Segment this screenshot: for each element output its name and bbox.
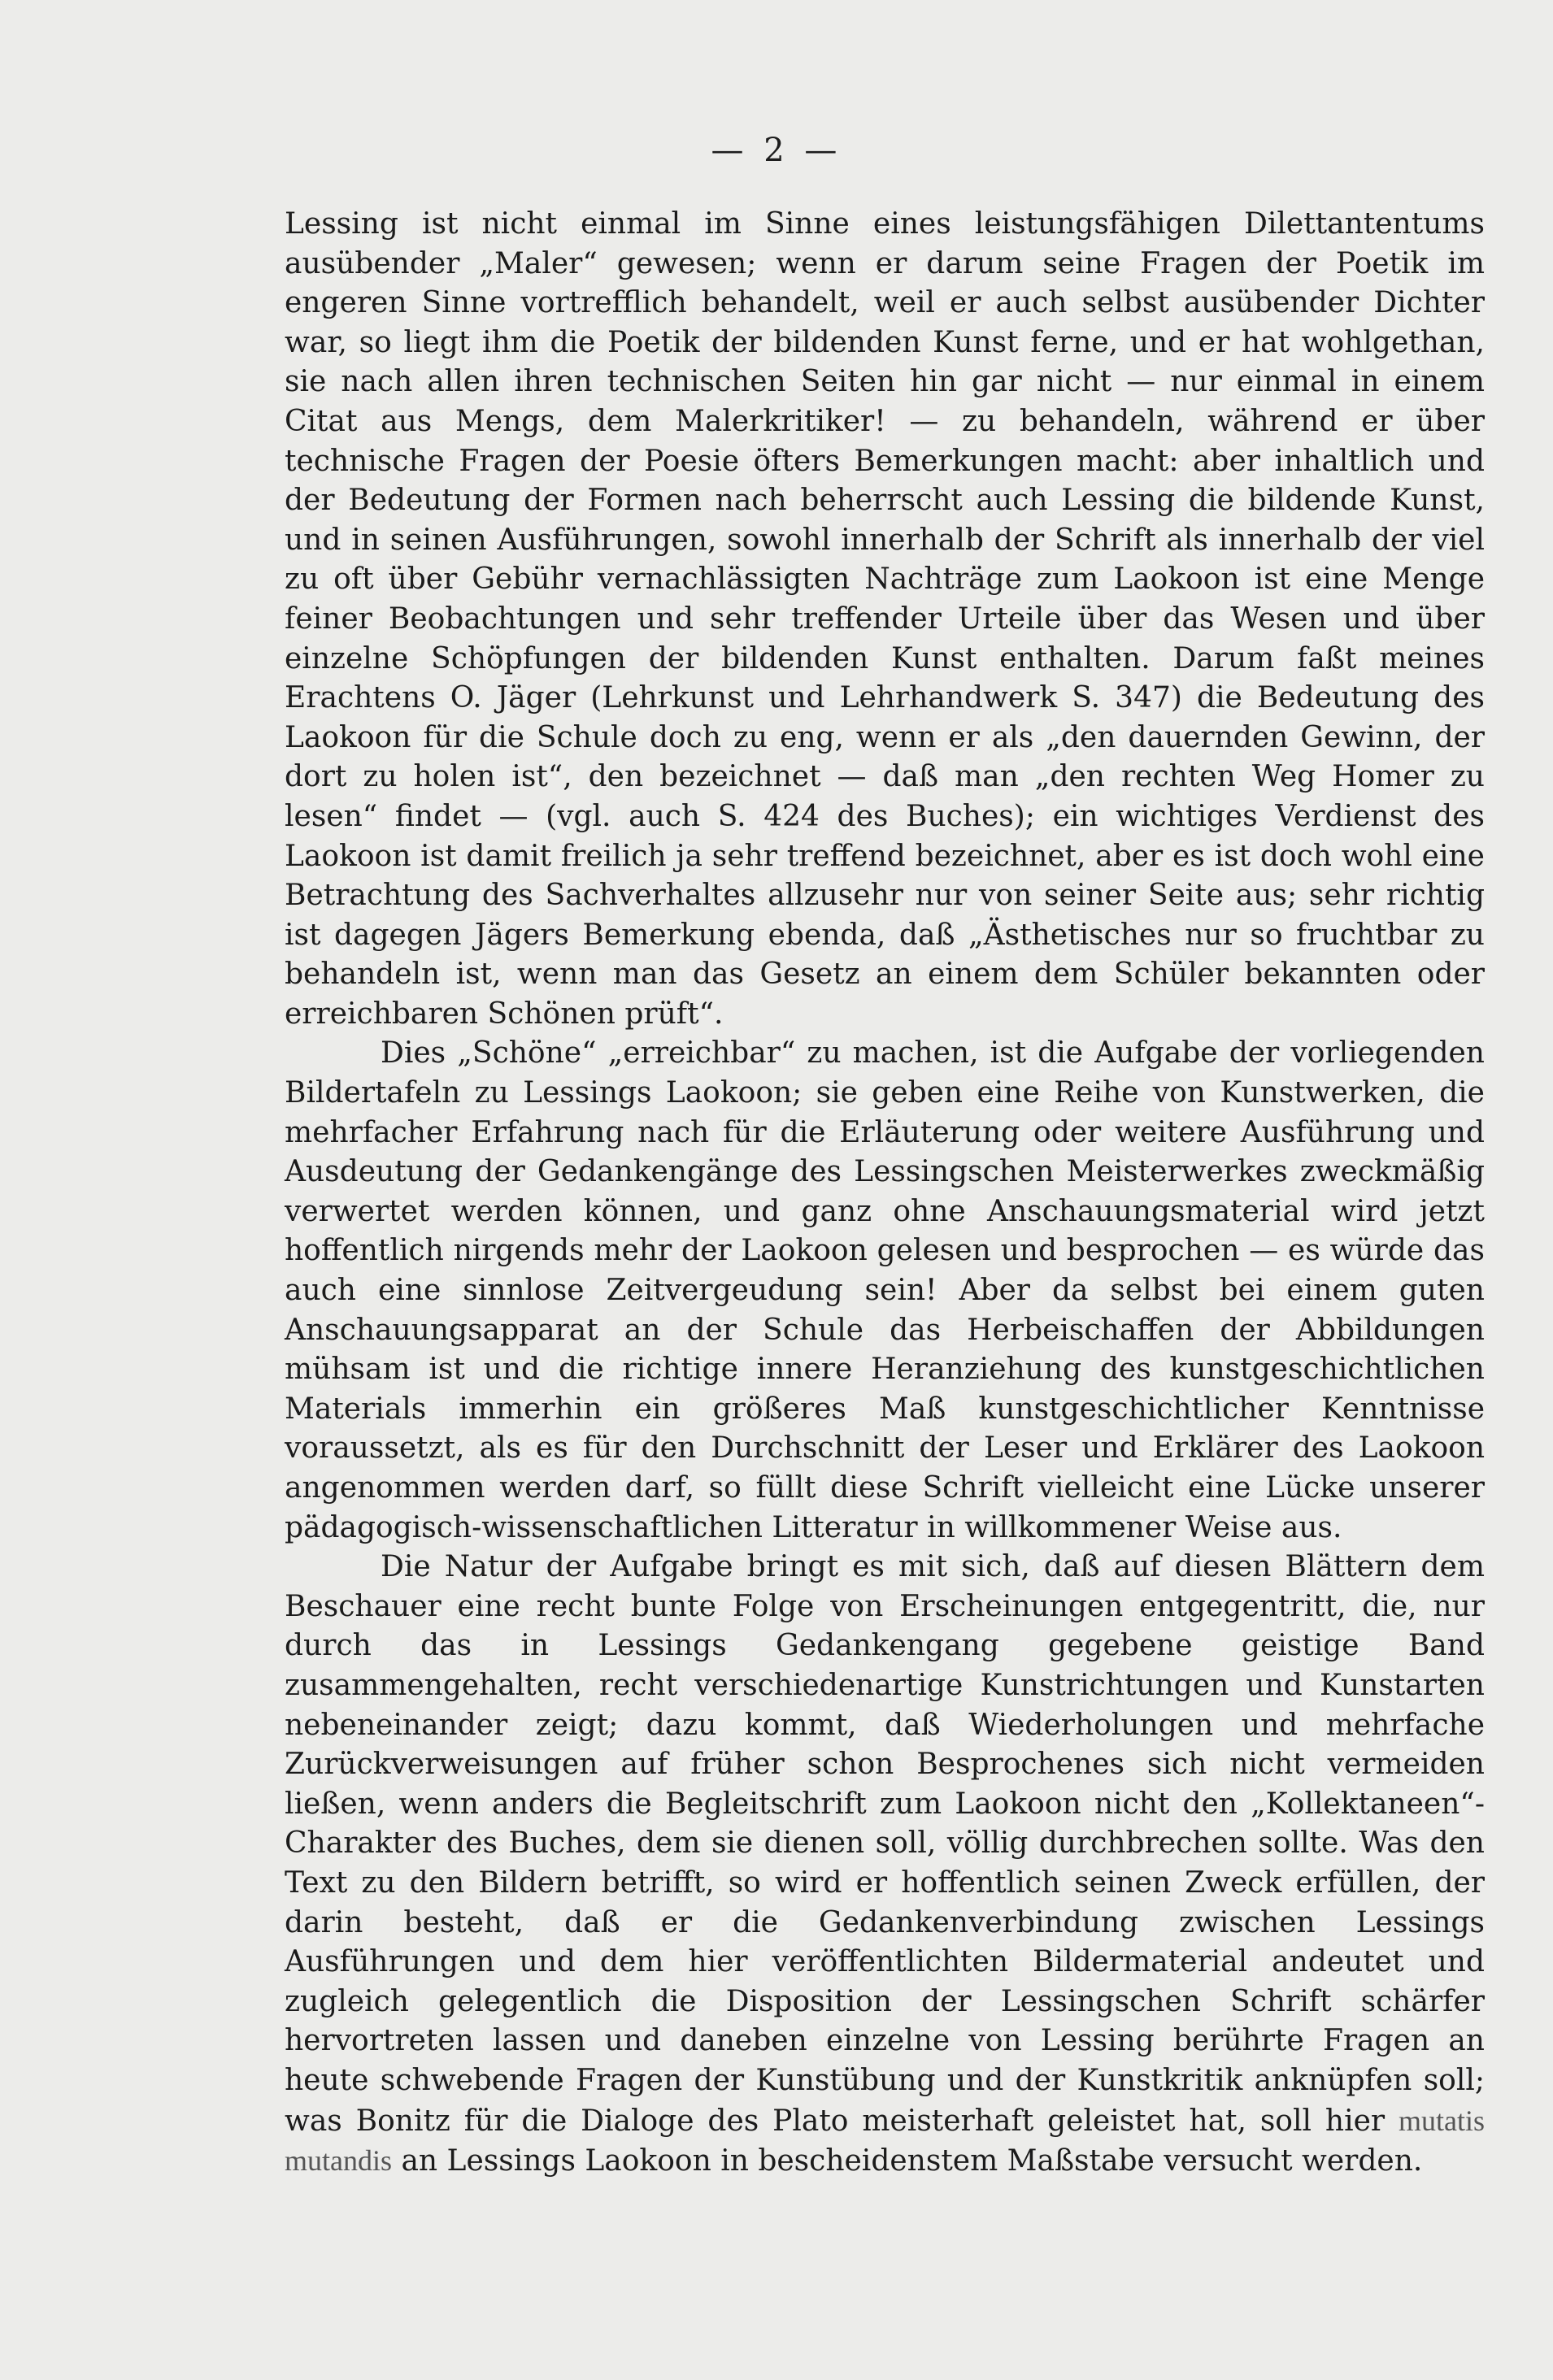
paragraph-2: Dies „Schöne“ „erreichbar“ zu machen, ist die Aufgabe der vorliegenden Bildertafeln zu Lessings Laokoon; sie geben eine Reihe von Kunstwerken, die mehrfacher Erfahrung nach für die Erläuterung oder weitere Ausführung und Ausdeutung der Gedankengänge des Lessingschen Meisterwerkes zweckmäßig verwertet werden können, und ganz ohne Anschauungsmaterial wird jetzt hoffentlich nirgends mehr der Laokoon gelesen und besprochen — es würde das auch eine sinnlose Zeitvergeudung sein! Aber da selbst bei einem guten Anschauungsapparat an der Schule das Herbeischaffen der Abbildungen mühsam ist und die richtige innere Heranziehung des kunstgeschichtlichen Materials immerhin ein größeres Maß kunstgeschichtlicher Kenntnisse voraussetzt, als es für den Durchschnitt der Leser und Erklärer des Laokoon angenommen werden darf, so füllt diese Schrift vielleicht eine Lücke unserer pädagogisch-wissenschaftlichen Litteratur in willkommener Weise aus. — [285, 1036, 1485, 1544]
body-text — [285, 205, 1485, 2182]
paragraph-3 — [285, 1548, 1485, 2182]
paragraph-3-text-after: an Lessings Laokoon in bescheidenstem Maßstabe versucht werden. — [392, 2144, 1423, 2178]
latin-phrase: mutatis mutandis — [285, 2104, 1485, 2178]
paragraph-1: Lessing ist nicht einmal im Sinne eines leistungsfähigen Dilettantentums ausübender „Maler“ gewesen; wenn er darum seine Fragen der Poetik im engeren Sinne vortrefflich behandelt, weil er auch selbst ausübender Dichter war, so liegt ihm die Poetik der bildenden Kunst ferne, und er hat wohlgethan, sie nach allen ihren technischen Seiten hin gar nicht — nur einmal in einem Citat aus Mengs, dem Malerkritiker! — zu behandeln, während er über technische Fragen der Poesie öfters Bemerkungen macht: aber inhaltlich und der Bedeutung der Formen nach beherrscht auch Lessing die bildende Kunst, und in seinen Ausführungen, sowohl innerhalb der Schrift als innerhalb der viel zu oft über Gebühr vernachlässigten Nachträge zum Laokoon ist eine Menge feiner Beobachtungen und sehr treffender Urteile über das Wesen und über einzelne Schöpfungen der bildenden Kunst enthalten. Darum faßt meines Erachtens O. Jäger (Lehrkunst und Lehrhandwerk S. 347) die Bedeutung des Laokoon für die Schule doch zu eng, wenn er als „den dauernden Gewinn, der dort zu holen ist“, den bezeichnet — daß man „den rechten Weg Homer zu lesen“ findet — (vgl. auch S. 424 des Buches); ein wichtiges Verdienst des Laokoon ist damit freilich ja sehr treffend bezeichnet, aber es ist doch wohl eine Betrachtung des Sachverhaltes allzusehr nur von seiner Seite aus; sehr richtig ist dagegen Jägers Bemerkung ebenda, daß „Ästhetisches nur so fruchtbar zu behandeln ist, wenn man das Gesetz an einem dem Schüler bekannten oder erreichbaren Schönen prüft“. — [285, 207, 1485, 1031]
paragraph-3-text-before: Die Natur der Aufgabe bringt es mit sich, daß auf diesen Blättern dem Beschauer eine recht bunte Folge von Erscheinungen entgegentritt, die, nur durch das in Lessings Gedankengang gegebene geistige Band zusammengehalten, recht verschiedenartige Kunstrichtungen und Kunstarten nebeneinander zeigt; dazu kommt, daß Wiederholungen und mehrfache Zurückverweisungen auf früher schon Besprochenes sich nicht vermeiden ließen, wenn anders die Begleitschrift zum Laokoon nicht den „Kollektaneen“-Charakter des Buches, dem sie dienen soll, völlig durchbrechen sollte. Was den Text zu den Bildern betrifft, so wird er hoffentlich seinen Zweck erfüllen, der darin besteht, daß er die Gedankenverbindung zwischen Lessings Ausführungen und dem hier veröffentlichten Bildermaterial andeutet und zugleich gelegentlich die Disposition der Lessingschen Schrift schärfer hervortreten lassen und daneben einzelne von Lessing berührte Fragen an heute schwebende Fragen der Kunstübung und der Kunstkritik anknüpfen soll; was Bonitz für die Dialoge des Plato meisterhaft geleistet hat, soll hier — [285, 1550, 1485, 2138]
page-number: — 2 — — [711, 132, 842, 169]
